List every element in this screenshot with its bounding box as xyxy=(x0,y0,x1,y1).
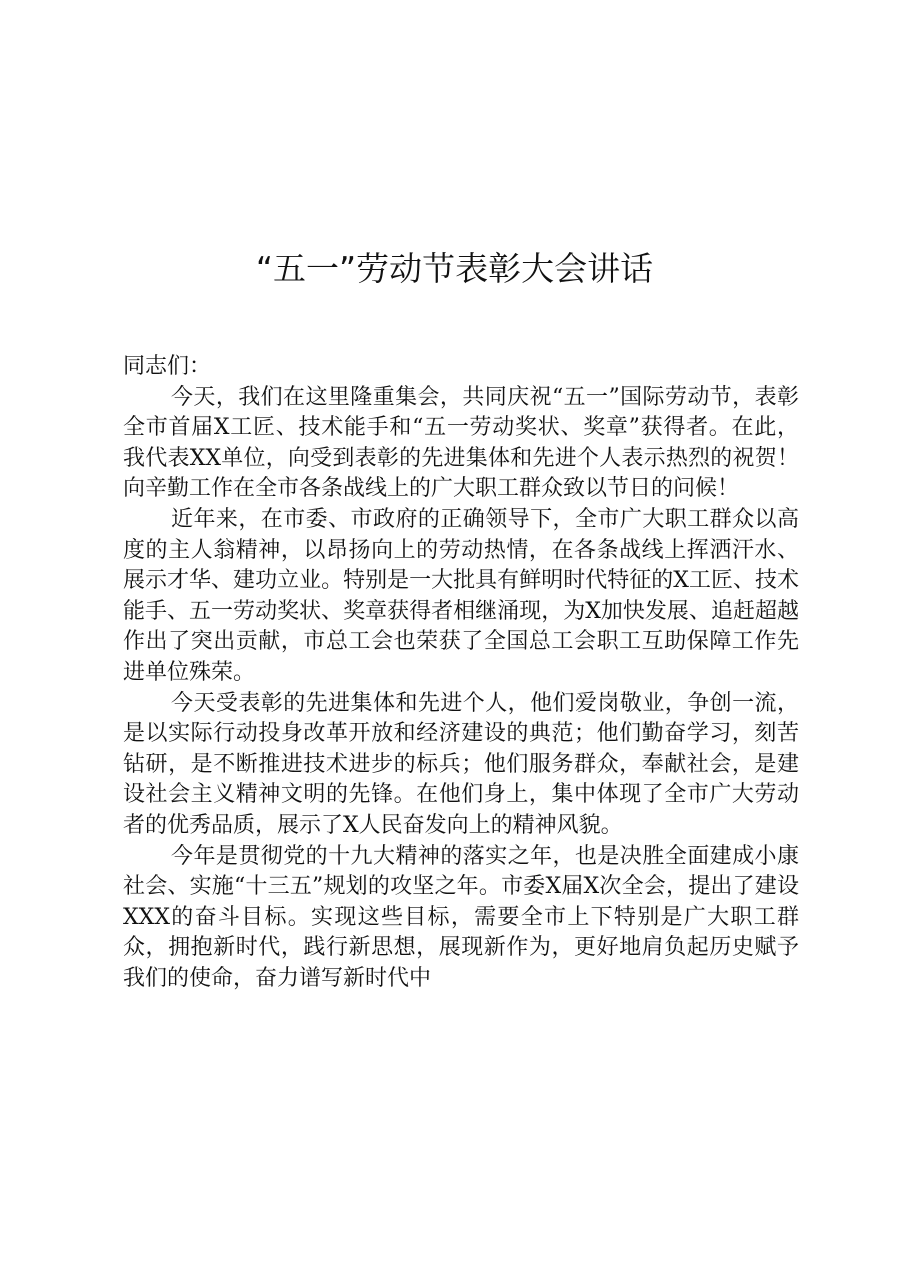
document-body xyxy=(123,352,799,994)
document-title: “五一”劳动节表彰大会讲话 xyxy=(255,249,654,288)
paragraph-2: 近年来，在市委、市政府的正确领导下，全市广大职工群众以高度的主人翁精神，以昂扬向上的劳动热情，在各条战线上挥洒汗水、展示才华、建功立业。特别是一大批具有鲜明时代特征的X工匠、技术能手、五一劳动奖状、奖章获得者相继涌现，为X加快发展、追赶超越作出了突出贡献，市总工会也荣获了全国总工会职工互助保障工作先进单位殊荣。 xyxy=(123,506,799,685)
paragraph-4: 今年是贯彻党的十九大精神的落实之年，也是决胜全面建成小康社会、实施“十三五”规划的攻坚之年。市委X届X次全会，提出了建设XXX的奋斗目标。实现这些目标，需要全市上下特别是广大职工群众，拥抱新时代，践行新思想，展现新作为，更好地肩负起历史赋予我们的使命，奋力谱写新时代中 xyxy=(123,843,799,991)
paragraph-1: 今天，我们在这里隆重集会，共同庆祝“五一”国际劳动节，表彰全市首届X工匠、技术能手和“五一劳动奖状、奖章”获得者。在此，我代表XX单位，向受到表彰的先进集体和先进个人表示热烈的祝贺！向辛勤工作在全市各条战线上的广大职工群众致以节日的问候！ xyxy=(123,384,799,502)
paragraph-3: 今天受表彰的先进集体和先进个人，他们爱岗敬业，争创一流，是以实际行动投身改革开放和经济建设的典范；他们勤奋学习，刻苦钻研，是不断推进技术进步的标兵；他们服务群众，奉献社会，是建设社会主义精神文明的先锋。在他们身上，集中体现了全市广大劳动者的优秀品质，展示了X人民奋发向上的精神风貌。 xyxy=(123,690,799,838)
salutation: 同志们： xyxy=(123,354,212,379)
